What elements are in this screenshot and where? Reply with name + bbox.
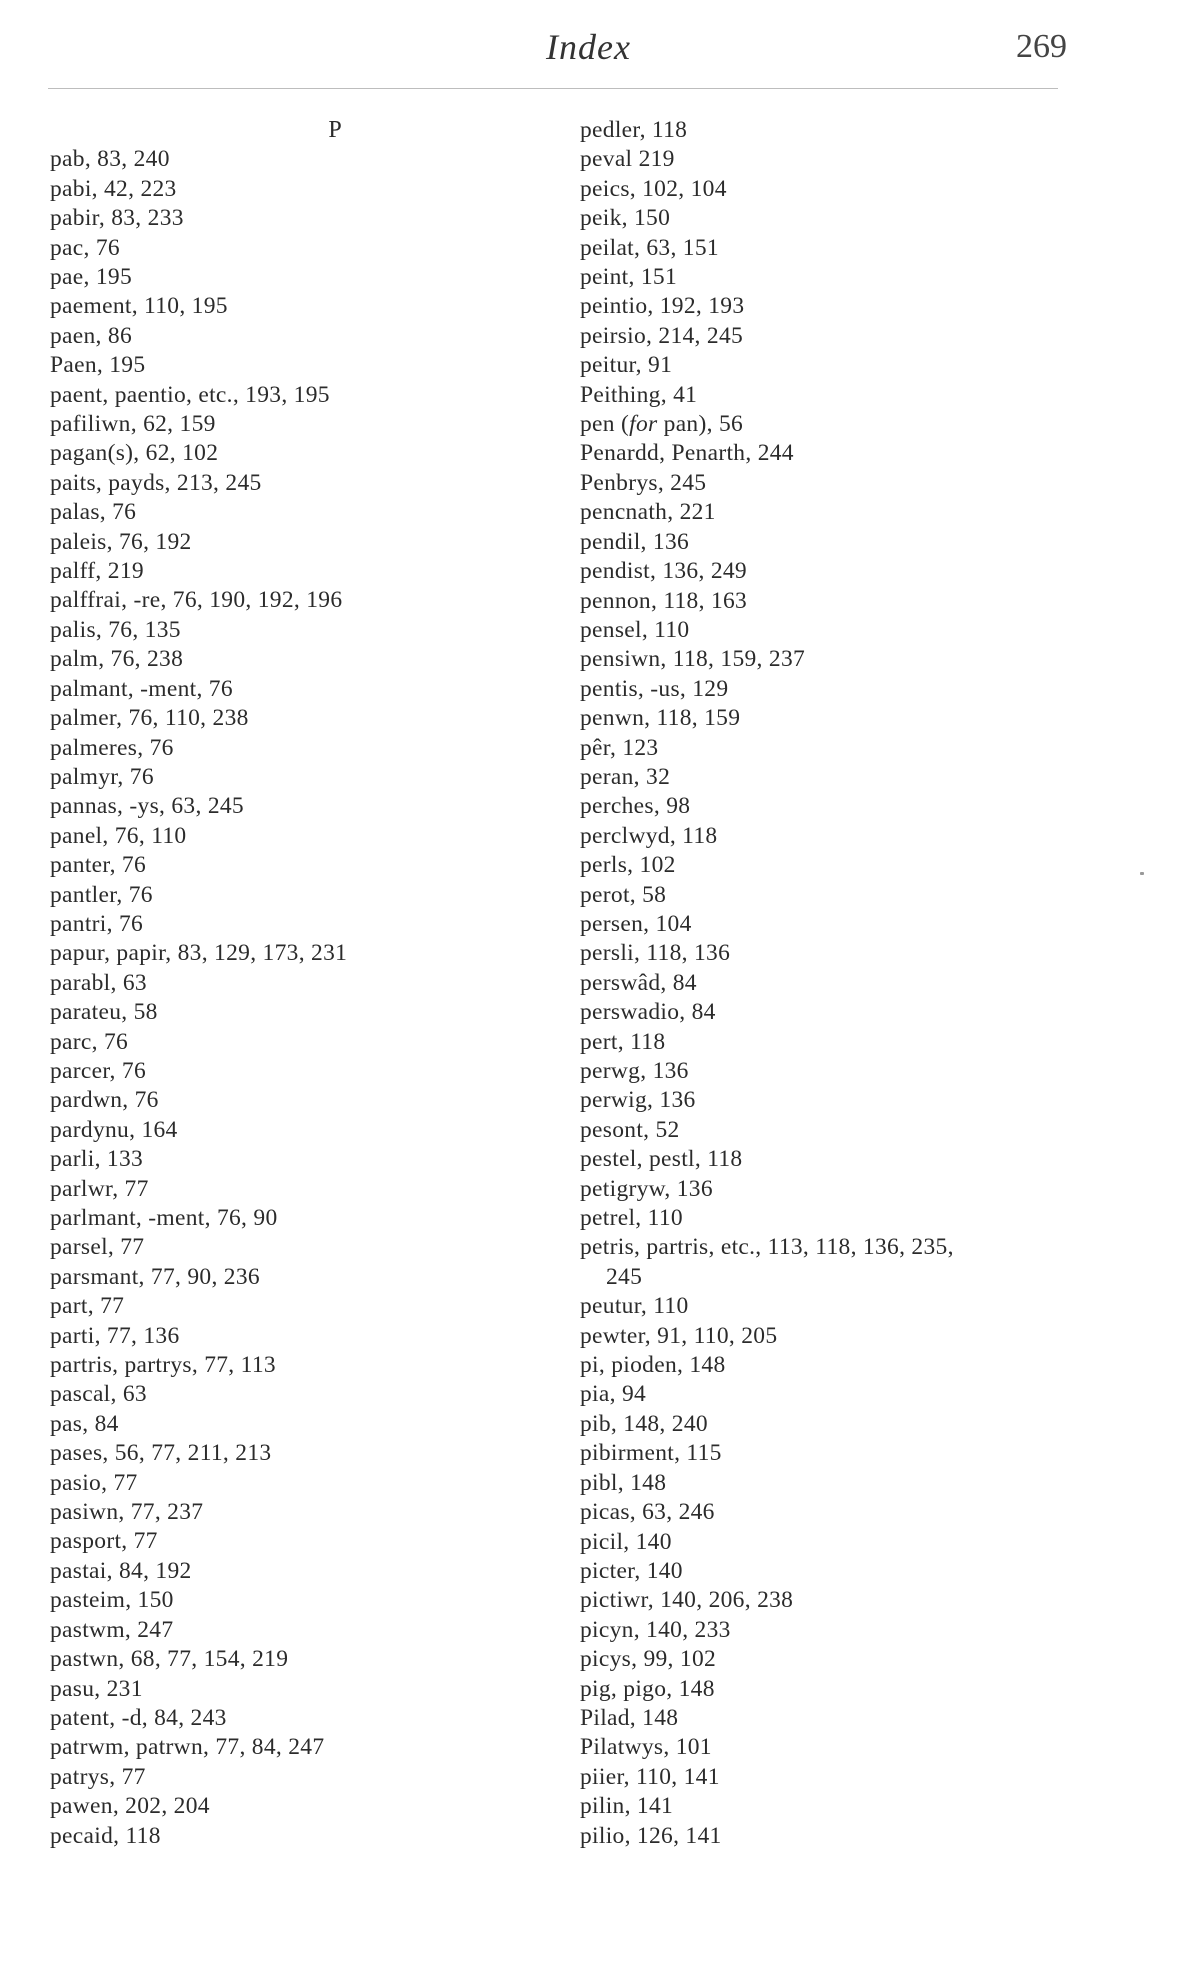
index-entry: patrwm, patrwn, 77, 84, 247 [50,1734,325,1761]
index-entry: picyn, 140, 233 [580,1616,731,1643]
index-entry: panel, 76, 110 [50,822,187,849]
index-entry: perwg, 136 [580,1058,689,1084]
index-entry: pia, 94 [580,1381,647,1408]
index-entry: Pilatwys, 101 [580,1734,712,1761]
index-entry: pabi, 42, 223 [50,175,177,202]
index-entry: parsel, 77 [50,1234,145,1261]
index-entry: pen (for pan), 56 [580,411,744,438]
index-entry: perswadio, 84 [580,999,716,1026]
index-entry: palas, 76 [50,499,137,526]
index-entry: pasteim, 150 [50,1587,174,1614]
index-entry: pafiliwn, 62, 159 [50,411,216,438]
index-entry: pasiwn, 77, 237 [50,1499,204,1526]
index-entry: pencnath, 221 [580,499,716,526]
index-entry: persli, 118, 136 [580,940,731,967]
index-entry: petris, partris, etc., 113, 118, 136, 235, [580,1234,954,1261]
page-number: 269 [1016,28,1067,65]
index-entry: pibirment, 115 [580,1440,722,1467]
stray-mark [1140,872,1144,875]
index-entry: pae, 195 [50,264,133,291]
index-entry: parsmant, 77, 90, 236 [50,1263,260,1290]
index-entry: peik, 150 [580,205,671,232]
index-entry: picas, 63, 246 [580,1499,715,1526]
index-entry: pendist, 136, 249 [580,558,747,585]
index-entry: peilat, 63, 151 [580,234,719,261]
index-entry: 245 [606,1263,643,1290]
index-entry: pannas, -ys, 63, 245 [50,793,244,820]
index-entry: peitur, 91 [580,352,673,379]
index-entry: Penbrys, 245 [580,469,707,496]
index-entry: pagan(s), 62, 102 [50,440,219,467]
index-entry: pas, 84 [50,1410,119,1437]
index-entry: peintio, 192, 193 [580,293,745,320]
index-entry: parabl, 63 [50,969,147,996]
index-entry: parlwr, 77 [50,1175,149,1202]
index-entry: partris, partrys, 77, 113 [50,1352,276,1379]
index-entry: pesont, 52 [580,1116,680,1143]
index-entry: palff, 219 [50,558,144,585]
index-entry: pennon, 118, 163 [580,587,748,614]
index-entry: pecaid, 118 [50,1822,161,1849]
index-entry: peval 219 [580,146,675,173]
index-entry: pilin, 141 [580,1793,674,1820]
index-entry: pascal, 63 [50,1381,147,1408]
index-entry: pedler, 118 [580,117,688,143]
index-entry: picter, 140 [580,1557,683,1584]
index-entry: parcer, 76 [50,1057,147,1084]
index-entry: picil, 140 [580,1528,672,1555]
index-entry: penwn, 118, 159 [580,705,741,732]
index-entry: pac, 76 [50,234,120,261]
header-rule [48,88,1058,89]
index-entry: petrel, 110 [580,1205,683,1232]
index-entry: pastwm, 247 [50,1616,174,1643]
index-entry: pensel, 110 [580,616,690,643]
index-entry: paent, paentio, etc., 193, 195 [50,381,330,408]
index-entry: pasu, 231 [50,1675,143,1702]
running-title: Index [546,27,631,67]
index-entry: Penardd, Penarth, 244 [580,440,794,467]
index-entry: peutur, 110 [580,1293,689,1320]
index-entry: pensiwn, 118, 159, 237 [580,646,806,673]
index-entry: pewter, 91, 110, 205 [580,1322,778,1349]
index-entry: pilio, 126, 141 [580,1822,722,1849]
index-entry: perclwyd, 118 [580,822,718,849]
index-entry: panter, 76 [50,852,147,879]
index-entry: palmant, -ment, 76 [50,675,233,702]
index-entry: parli, 133 [50,1146,144,1173]
index-entry: pasio, 77 [50,1469,138,1496]
index-entry: paen, 86 [50,322,133,349]
index-entry: pig, pigo, 148 [580,1675,715,1702]
index-entry: peint, 151 [580,264,677,291]
index-entry: palis, 76, 135 [50,616,181,643]
index-entry: peics, 102, 104 [580,175,727,202]
letter-heading: P [328,117,342,143]
index-entry: pêr, 123 [580,734,659,761]
index-entry: pases, 56, 77, 211, 213 [50,1440,272,1467]
index-entry: pentis, -us, 129 [580,675,729,702]
index-entry: pardwn, 76 [50,1087,159,1114]
index-entry: patrys, 77 [50,1763,146,1790]
index-entry: papur, papir, 83, 129, 173, 231 [50,940,348,967]
index-entry: pastai, 84, 192 [50,1557,192,1584]
index-entry: Pilad, 148 [580,1704,679,1731]
index-entry: perswâd, 84 [580,969,697,996]
index-entry: parti, 77, 136 [50,1322,180,1349]
index-entry: palmyr, 76 [50,763,154,790]
index-entry: pert, 118 [580,1028,666,1055]
index-entry: palmeres, 76 [50,734,174,761]
index-entry: perls, 102 [580,852,676,879]
index-entry: pib, 148, 240 [580,1410,708,1437]
index-entry: pendil, 136 [580,528,690,555]
index-entry: parc, 76 [50,1028,129,1055]
index-entry: patent, -d, 84, 243 [50,1704,227,1731]
index-entry: picys, 99, 102 [580,1646,717,1673]
index-entry: piier, 110, 141 [580,1763,720,1790]
index-entry: palffrai, -re, 76, 190, 192, 196 [50,587,343,614]
index-entry: palmer, 76, 110, 238 [50,705,249,732]
index-entry: pestel, pestl, 118 [580,1146,743,1173]
index-entry: pictiwr, 140, 206, 238 [580,1587,794,1614]
index-entry: pabir, 83, 233 [50,205,184,232]
index-entry: perwig, 136 [580,1087,696,1114]
index-entry: peirsio, 214, 245 [580,322,744,349]
index-entry: paement, 110, 195 [50,293,228,320]
index-entry: pasport, 77 [50,1528,158,1555]
index-column-right [580,116,1100,1851]
index-entry: pantler, 76 [50,881,153,908]
index-entry: perot, 58 [580,881,667,908]
index-entry: perches, 98 [580,793,691,820]
index-entry: part, 77 [50,1293,125,1320]
index-entry: pibl, 148 [580,1469,667,1496]
index-entry: peran, 32 [580,763,671,790]
index-entry: pastwn, 68, 77, 154, 219 [50,1646,289,1673]
index-entry: petigryw, 136 [580,1175,713,1202]
index-entry: pardynu, 164 [50,1116,178,1143]
index-entry: paits, payds, 213, 245 [50,469,262,496]
index-entry: paleis, 76, 192 [50,528,192,555]
index-entry: parateu, 58 [50,999,158,1026]
page-header [0,0,1177,92]
index-entry: Paen, 195 [50,352,146,379]
index-column-left [50,116,570,1851]
index-entry: pi, pioden, 148 [580,1352,726,1379]
index-entry: parlmant, -ment, 76, 90 [50,1205,278,1232]
index-entry: palm, 76, 238 [50,646,184,673]
index-entry: persen, 104 [580,910,692,937]
index-entry: Peithing, 41 [580,381,698,408]
index-entry: pawen, 202, 204 [50,1793,210,1820]
index-entry: pab, 83, 240 [50,146,170,173]
index-entry: pantri, 76 [50,910,144,937]
